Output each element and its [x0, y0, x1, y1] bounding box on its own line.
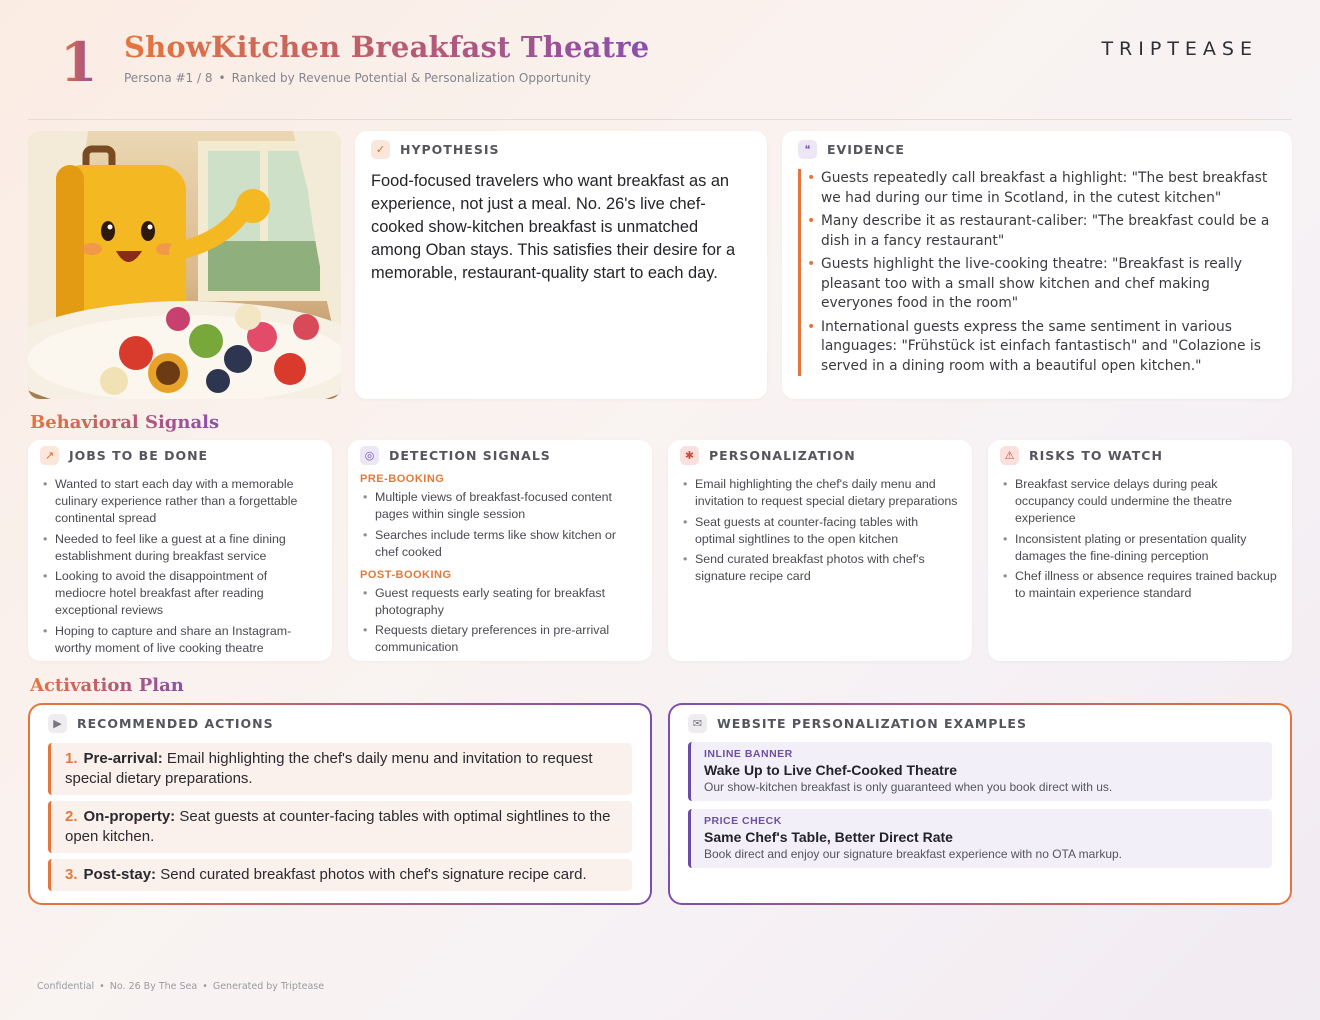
- inline-banner-example: [688, 742, 1272, 801]
- website-header: [688, 714, 1272, 733]
- pre-booking-list: [360, 489, 640, 561]
- separator-dot: •: [218, 71, 226, 85]
- evidence-header: [798, 140, 1276, 159]
- footer-property: No. 26 By The Sea: [109, 981, 198, 992]
- hero-illustration: [28, 131, 341, 399]
- example-title: Same Chef's Table, Better Direct Rate: [704, 829, 953, 845]
- risks-list: [1000, 476, 1280, 602]
- jobs-to-be-done-card: [28, 440, 332, 661]
- evidence-item: • Guests highlight the live-cooking theatre: "Breakfast is really pleasant too with a small show kitchen and chef making everyones food in the room": [821, 255, 1276, 314]
- action-text: Seat guests at counter-facing tables with optimal sightlines to the open kitchen.: [65, 808, 611, 845]
- behavioral-signals-title: Behavioral Signals: [30, 412, 220, 433]
- ranking-description: Ranked by Revenue Potential & Personalization Opportunity: [231, 71, 591, 85]
- arrow-up-right-icon: ↗: [40, 446, 59, 465]
- website-heading: WEBSITE PERSONALIZATION EXAMPLES: [717, 716, 1027, 731]
- post-booking-label: POST-BOOKING: [360, 568, 452, 581]
- activation-plan-title: Activation Plan: [30, 675, 184, 696]
- evidence-heading: EVIDENCE: [827, 142, 905, 157]
- personalization-header: [680, 446, 960, 465]
- list-item: • Looking to avoid the disappointment of mediocre hotel breakfast after reading exceptional reviews: [40, 568, 320, 619]
- jobs-header: [40, 446, 320, 465]
- list-item: • Needed to feel like a guest at a fine dining establishment during breakfast service: [40, 531, 320, 565]
- action-item-pre-arrival: [48, 743, 632, 795]
- action-item-post-stay: [48, 859, 632, 891]
- mail-icon: ✉: [688, 714, 707, 733]
- personalization-card: [668, 440, 972, 661]
- example-title: Wake Up to Live Chef-Cooked Theatre: [704, 762, 958, 778]
- risks-heading: RISKS TO WATCH: [1029, 448, 1163, 463]
- recommended-header: [48, 714, 632, 733]
- check-icon: ✓: [371, 140, 390, 159]
- list-item: • Email highlighting the chef's daily menu and invitation to request special dietary preparations: [680, 476, 960, 510]
- evidence-card: [782, 131, 1292, 399]
- footer-generated: Generated by Triptease: [212, 981, 325, 992]
- action-item-on-property: [48, 801, 632, 853]
- separator-dot: •: [202, 981, 208, 992]
- example-body: Book direct and enjoy our signature breakfast experience with no OTA markup.: [704, 847, 1123, 861]
- evidence-item: • International guests express the same sentiment in various languages: "Frühstück ist einfach fantastisch" and "Colazione is served in a dining room with a beautiful open kitchen.": [821, 318, 1276, 377]
- footer-confidential: Confidential: [37, 981, 95, 992]
- list-item: • Searches include terms like show kitchen or chef cooked: [360, 527, 640, 561]
- list-item: • Hoping to capture and share an Instagram-worthy moment of live cooking theatre: [40, 623, 320, 657]
- persona-rank: Persona #1 / 8: [124, 71, 213, 85]
- list-item: • Chef illness or absence requires trained backup to maintain experience standard: [1000, 568, 1280, 602]
- post-booking-list: [360, 585, 640, 657]
- target-icon: ◎: [360, 446, 379, 465]
- example-body: Our show-kitchen breakfast is only guaranteed when you book direct with us.: [704, 780, 1113, 794]
- risks-card: [988, 440, 1292, 661]
- jobs-heading: JOBS TO BE DONE: [69, 448, 209, 463]
- price-check-example: [688, 809, 1272, 868]
- evidence-list: [798, 169, 1276, 376]
- brand-logo: TRIPTEASE: [1101, 38, 1258, 60]
- list-item: • Wanted to start each day with a memorable culinary experience rather than a forgettable continental spread: [40, 476, 320, 527]
- detection-header: [360, 446, 640, 465]
- evidence-item: • Many describe it as restaurant-caliber: "The breakfast could be a dish in a fancy restaurant": [821, 212, 1276, 251]
- separator-dot: •: [99, 981, 105, 992]
- example-tag: PRICE CHECK: [704, 815, 782, 827]
- list-item: • Guest requests early seating for breakfast photography: [360, 585, 640, 619]
- list-item: • Breakfast service delays during peak occupancy could undermine the theatre experience: [1000, 476, 1280, 527]
- list-item: • Seat guests at counter-facing tables with optimal sightlines to the open kitchen: [680, 514, 960, 548]
- jobs-list: [40, 476, 320, 657]
- quote-icon: ❝: [798, 140, 817, 159]
- footer: [37, 981, 324, 992]
- page-title: ShowKitchen Breakfast Theatre: [124, 30, 650, 64]
- recommended-actions-card: [28, 703, 652, 905]
- action-label: On-property:: [83, 808, 176, 825]
- evidence-item: • Guests repeatedly call breakfast a highlight: "The best breakfast we had during our time in Scotland, in the cutest kitchen": [821, 169, 1276, 208]
- hypothesis-card: [355, 131, 767, 399]
- example-tag: INLINE BANNER: [704, 748, 793, 760]
- play-icon: ▶: [48, 714, 67, 733]
- action-number: 3.: [65, 866, 78, 883]
- action-text: Send curated breakfast photos with chef's signature recipe card.: [160, 866, 587, 883]
- header-divider: [28, 119, 1292, 120]
- action-label: Pre-arrival:: [83, 750, 163, 767]
- personalization-heading: PERSONALIZATION: [709, 448, 856, 463]
- risks-header: [1000, 446, 1280, 465]
- action-number: 1.: [65, 750, 78, 767]
- action-text: Email highlighting the chef's daily menu and invitation to request special dietary preparations.: [65, 750, 593, 787]
- persona-number: 1: [60, 30, 98, 94]
- sparkle-icon: ✱: [680, 446, 699, 465]
- personalization-list: [680, 476, 960, 585]
- page-subtitle: [124, 71, 591, 85]
- hypothesis-heading: HYPOTHESIS: [400, 142, 500, 157]
- warning-icon: ⚠: [1000, 446, 1019, 465]
- list-item: • Send curated breakfast photos with chef's signature recipe card: [680, 551, 960, 585]
- detection-signals-card: [348, 440, 652, 661]
- detection-heading: DETECTION SIGNALS: [389, 448, 551, 463]
- list-item: • Inconsistent plating or presentation quality damages the fine-dining perception: [1000, 531, 1280, 565]
- action-number: 2.: [65, 808, 78, 825]
- list-item: • Multiple views of breakfast-focused content pages within single session: [360, 489, 640, 523]
- list-item: • Requests dietary preferences in pre-arrival communication: [360, 622, 640, 656]
- hypothesis-header: [371, 140, 751, 159]
- website-personalization-card: [668, 703, 1292, 905]
- pre-booking-label: PRE-BOOKING: [360, 473, 445, 485]
- hypothesis-text: Food-focused travelers who want breakfast as an experience, not just a meal. No. 26's live chef-cooked show-kitchen breakfast is unmatched among Oban stays. This satisfies their desire for a memorable, restaurant-quality start to each day.: [371, 172, 736, 282]
- recommended-heading: RECOMMENDED ACTIONS: [77, 716, 274, 731]
- action-label: Post-stay:: [83, 866, 157, 883]
